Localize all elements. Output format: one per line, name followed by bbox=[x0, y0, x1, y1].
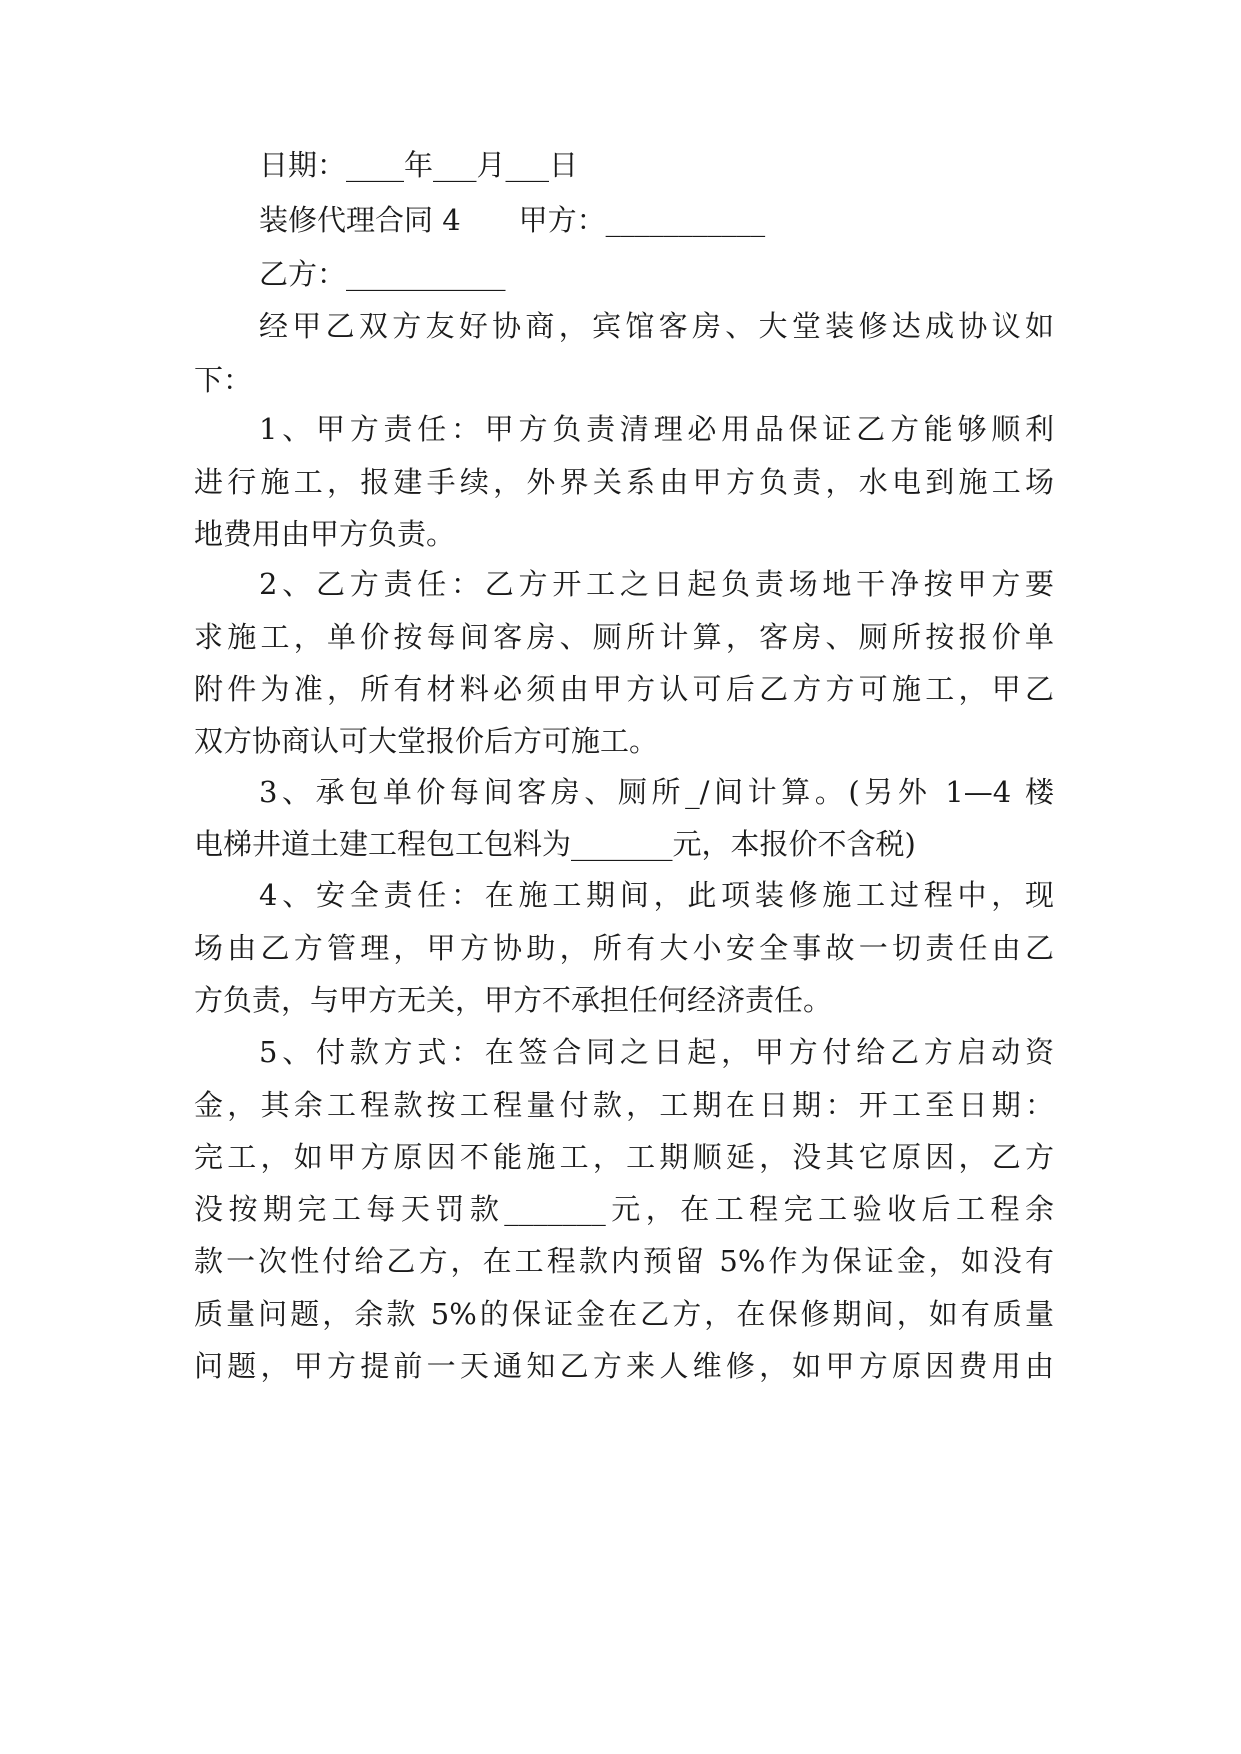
paragraph-line: 地费用由甲方负责。 bbox=[194, 517, 456, 551]
paragraph-line: 3、承包单价每间客房、厕所_/间计算。(另外 1—4 楼 bbox=[259, 775, 1054, 809]
paragraph-line: 电梯井道土建工程包工包料为_______元，本报价不含税) bbox=[194, 827, 916, 861]
paragraph-line: 质量问题，余款 5%的保证金在乙方，在保修期间，如有质量 bbox=[194, 1297, 1054, 1331]
paragraph-line: 5、付款方式：在签合同之日起，甲方付给乙方启动资 bbox=[259, 1035, 1054, 1069]
paragraph-line: 场由乙方管理，甲方协助，所有大小安全事故一切责任由乙 bbox=[194, 931, 1054, 965]
paragraph-line: 问题，甲方提前一天通知乙方来人维修，如甲方原因费用由 bbox=[194, 1349, 1054, 1383]
paragraph-line: 方负责，与甲方无关，甲方不承担任何经济责任。 bbox=[194, 983, 833, 1017]
paragraph-line: 款一次性付给乙方，在工程款内预留 5%作为保证金，如没有 bbox=[194, 1244, 1054, 1278]
paragraph-line: 1、甲方责任：甲方负责清理必用品保证乙方能够顺利 bbox=[259, 412, 1054, 446]
party-b-line: 乙方：___________ bbox=[259, 257, 506, 291]
paragraph-line: 2、乙方责任：乙方开工之日起负责场地干净按甲方要 bbox=[259, 567, 1054, 601]
paragraph-line: 双方协商认可大堂报价后方可施工。 bbox=[194, 724, 659, 758]
paragraph-line: 下： bbox=[194, 363, 253, 397]
paragraph-line: 金，其余工程款按工程量付款，工期在日期：开工至日期： bbox=[194, 1088, 1054, 1122]
contract-title-line: 装修代理合同 4 甲方：___________ bbox=[259, 203, 766, 237]
date-line: 日期：____年___月___日 bbox=[259, 148, 579, 182]
paragraph-line: 进行施工，报建手续，外界关系由甲方负责，水电到施工场 bbox=[194, 465, 1054, 499]
paragraph-line: 求施工，单价按每间客房、厕所计算，客房、厕所按报价单 bbox=[194, 620, 1054, 654]
paragraph-line: 经甲乙双方友好协商，宾馆客房、大堂装修达成协议如 bbox=[259, 309, 1054, 343]
paragraph-line: 没按期完工每天罚款_______元，在工程完工验收后工程余 bbox=[194, 1192, 1054, 1226]
paragraph-line: 附件为准，所有材料必须由甲方认可后乙方方可施工，甲乙 bbox=[194, 672, 1054, 706]
paragraph-line: 完工，如甲方原因不能施工，工期顺延，没其它原因，乙方 bbox=[194, 1140, 1054, 1174]
paragraph-line: 4、安全责任：在施工期间，此项装修施工过程中，现 bbox=[259, 878, 1054, 912]
